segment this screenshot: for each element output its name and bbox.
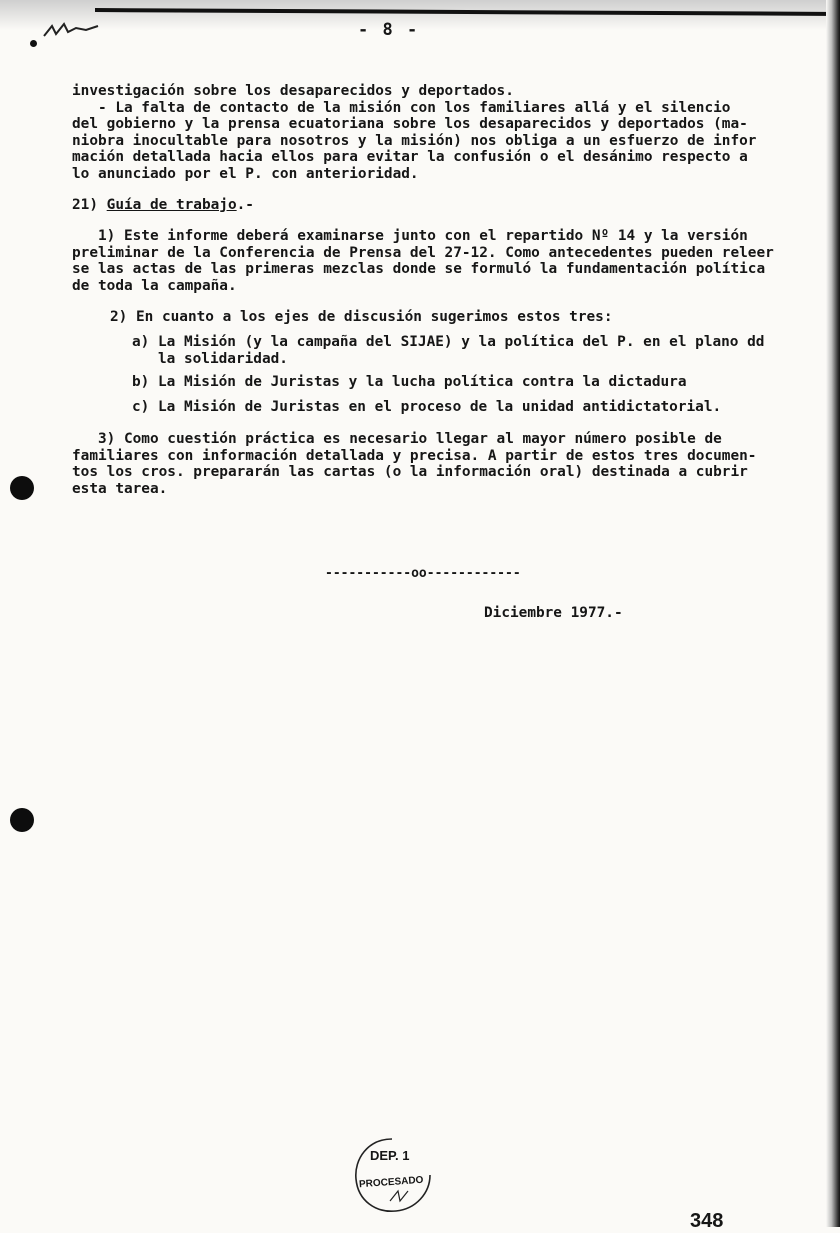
text-line: c) La Misión de Juristas en el proceso de la unidad antidictatorial. <box>132 399 722 415</box>
text-line: de toda la campaña. <box>72 277 237 294</box>
separator: -----------oo------------ <box>325 566 521 581</box>
text-line: del gobierno y la prensa ecuatoriana sobre los desaparecidos y deportados (ma- <box>72 116 748 132</box>
point-2-item-b <box>132 374 792 391</box>
intro-paragraph <box>72 83 792 182</box>
document-date: Diciembre 1977.- <box>484 605 623 621</box>
text-line: se las actas de las primeras mezclas donde se formuló la fundamentación política <box>72 261 766 277</box>
text-line: preliminar de la Conferencia de Prensa del 27-12. Como antecedentes pueden releer <box>72 244 774 261</box>
text-line: lo anunciado por el P. con anterioridad. <box>72 165 419 182</box>
text-line: 3) Como cuestión práctica es necesario llegar al mayor número posible de <box>72 431 722 447</box>
text-line: mación detallada hacia ellos para evitar la confusión o el desánimo respecto a <box>72 149 748 165</box>
text-line: niobra inocultable para nosotros y la misión) nos obliga a un esfuerzo de infor <box>72 132 757 149</box>
stamp-processed-label: PROCESADO <box>358 1174 424 1191</box>
text-line: esta tarea. <box>72 480 168 497</box>
stamp-dep-label: DEP. 1 <box>370 1148 410 1163</box>
text-line: 2) En cuanto a los ejes de discusión sugerimos estos tres: <box>110 309 613 325</box>
section-title: Guía de trabajo <box>106 197 237 213</box>
page-number: - 8 - <box>358 20 420 40</box>
scan-dot <box>30 40 37 47</box>
text-line: investigación sobre los desaparecidos y deportados. <box>72 83 514 99</box>
text-line: b) La Misión de Juristas y la lucha política contra la dictadura <box>132 374 687 390</box>
section-heading <box>72 197 254 213</box>
point-3-paragraph <box>72 431 792 497</box>
text-line: tos los cros. prepararán las cartas (o la información oral) destinada a cubrir <box>72 464 748 480</box>
point-2-item-a <box>132 334 792 367</box>
text-line: familiares con información detallada y precisa. A partir de estos tres documen- <box>72 447 757 464</box>
punch-hole-upper <box>10 476 34 500</box>
scan-right-edge <box>826 0 840 1227</box>
text-line: la solidaridad. <box>132 350 288 367</box>
point-2-intro <box>110 309 790 326</box>
point-1-paragraph <box>72 228 792 294</box>
text-line: - La falta de contacto de la misión con los familiares allá y el silencio <box>72 99 731 116</box>
section-number: 21) <box>72 197 98 213</box>
text-line: 1) Este informe deberá examinarse junto con el repartido Nº 14 y la versión <box>72 228 748 244</box>
point-2-item-c <box>132 399 792 416</box>
archive-number: 348 <box>690 1210 724 1232</box>
text-line: a) La Misión (y la campaña del SIJAE) y la política del P. en el plano dd <box>132 334 765 350</box>
section-suffix: .- <box>236 197 254 213</box>
scribble-mark <box>42 20 102 42</box>
punch-hole-lower <box>10 808 34 832</box>
